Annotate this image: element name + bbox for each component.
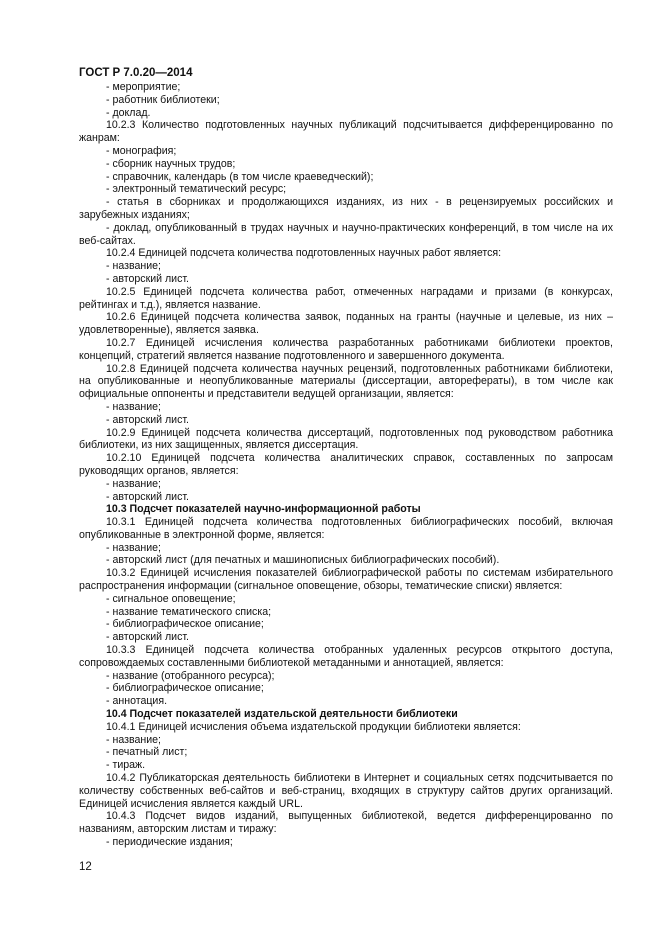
list-item: - тираж. — [106, 759, 146, 772]
list-item: - работник библиотеки; — [106, 93, 220, 106]
list-item: - печатный лист; — [106, 746, 188, 759]
paragraph: - статья в сборниках и продолжающихся изданиях, из них - в рецензируемых российских и зарубежных изданиях; — [79, 196, 613, 221]
list-item: - название тематического списка; — [106, 605, 272, 618]
paragraph: 10.2.3 Количество подготовленных научных публикаций подсчитывается дифференцированно по жанрам: — [79, 119, 613, 145]
list-item: - название; — [106, 260, 161, 273]
paragraph: 10.2.9 Единицей подсчета количества диссертаций, подготовленных под руководством работника библиотеки, из них защищенных, является диссертация. — [79, 426, 613, 452]
list-item: - электронный тематический ресурс; — [106, 183, 287, 196]
list-item: - авторский лист. — [106, 631, 190, 644]
list-item: - название; — [106, 733, 161, 746]
paragraph: 10.2.7 Единицей исчисления количества разработанных работниками библиотеки проектов, концепций, стратегий является название подготовленного и завершенного документа. — [79, 336, 613, 362]
paragraph: - доклад, опубликованный в трудах научных и научно-практических конференций, в том числе на их веб-сайтах. — [79, 221, 613, 247]
list-item: - периодические издания; — [106, 836, 233, 849]
list-item: - библиографическое описание; — [106, 618, 264, 631]
list-item: - справочник, календарь (в том числе краеведческий); — [106, 170, 374, 183]
list-item: - библиографическое описание; — [106, 682, 264, 695]
list-item: - авторский лист (для печатных и машинописных библиографических пособий). — [106, 554, 500, 567]
list-item: - авторский лист. — [106, 272, 190, 285]
paragraph: 10.4.3 Подсчет видов изданий, выпущенных библиотекой, ведется дифференцированно по названиям, авторским листам и тиражу: — [79, 810, 613, 836]
list-item: - название; — [106, 541, 161, 554]
paragraph: 10.3.3 Единицей подсчета количества отобранных удаленных ресурсов открытого доступа, сопровождаемых составленными библиотекой метаданными и аннотацией, является: — [79, 644, 613, 669]
list-item: - сигнальное оповещение; — [106, 592, 236, 605]
list-item: - название; — [106, 400, 161, 413]
list-item: - название (отобранного ресурса); — [106, 669, 275, 682]
paragraph: 10.2.5 Единицей подсчета количества работ, отмеченных наградами и призами (в конкурсах, рейтингах и т.д.), является название. — [79, 285, 613, 311]
section-heading: 10.4 Подсчет показателей издательской деятельности библиотеки — [106, 708, 458, 721]
paragraph: 10.3.1 Единицей подсчета количества подготовленных библиографических пособий, включая опубликованные в электронной форме, является: — [79, 516, 613, 541]
paragraph: 10.2.10 Единицей подсчета количества аналитических справок, составленных по запросам руководящих органов, является: — [79, 452, 613, 477]
document-body — [79, 81, 613, 849]
list-item: - мероприятие; — [106, 81, 181, 93]
list-item: - авторский лист. — [106, 490, 190, 503]
list-item: - сборник научных трудов; — [106, 157, 236, 170]
paragraph: 10.3.2 Единицей исчисления показателей библиографической работы по системам избирательного распространения информации (сигнальное оповещение, обзоры, тематические списки) является: — [79, 567, 613, 593]
list-item: - монография; — [106, 144, 177, 157]
paragraph: 10.4.2 Публикаторская деятельность библиотеки в Интернет и социальных сетях подсчитывается по количеству собственных веб-сайтов и веб-страниц, входящих в структуру сайтов других организаций. Единицей исчисления является каждый URL. — [79, 772, 613, 810]
page-number: 12 — [79, 861, 92, 873]
list-item: - доклад. — [106, 106, 151, 119]
paragraph: 10.2.6 Единицей подсчета количества заявок, поданных на гранты (научные и целевые, из них – удовлетворенные), является заявка. — [79, 311, 613, 337]
paragraph: 10.2.4 Единицей подсчета количества подготовленных научных работ является: — [106, 247, 502, 260]
document-header: ГОСТ Р 7.0.20—2014 — [79, 67, 193, 79]
list-item: - название; — [106, 477, 161, 490]
list-item: - авторский лист. — [106, 413, 190, 426]
paragraph: 10.4.1 Единицей исчисления объема издательской продукции библиотеки является: — [106, 720, 521, 733]
section-heading: 10.3 Подсчет показателей научно-информационной работы — [106, 503, 421, 516]
paragraph: 10.2.8 Единицей подсчета количества научных рецензий, подготовленных работниками библиотеки, на опубликованные и неопубликованные материалы (диссертации, авторефераты), в том числе как официальные оппоненты и представители ведущей организации, является: — [79, 362, 613, 401]
list-item: - аннотация. — [106, 695, 168, 708]
